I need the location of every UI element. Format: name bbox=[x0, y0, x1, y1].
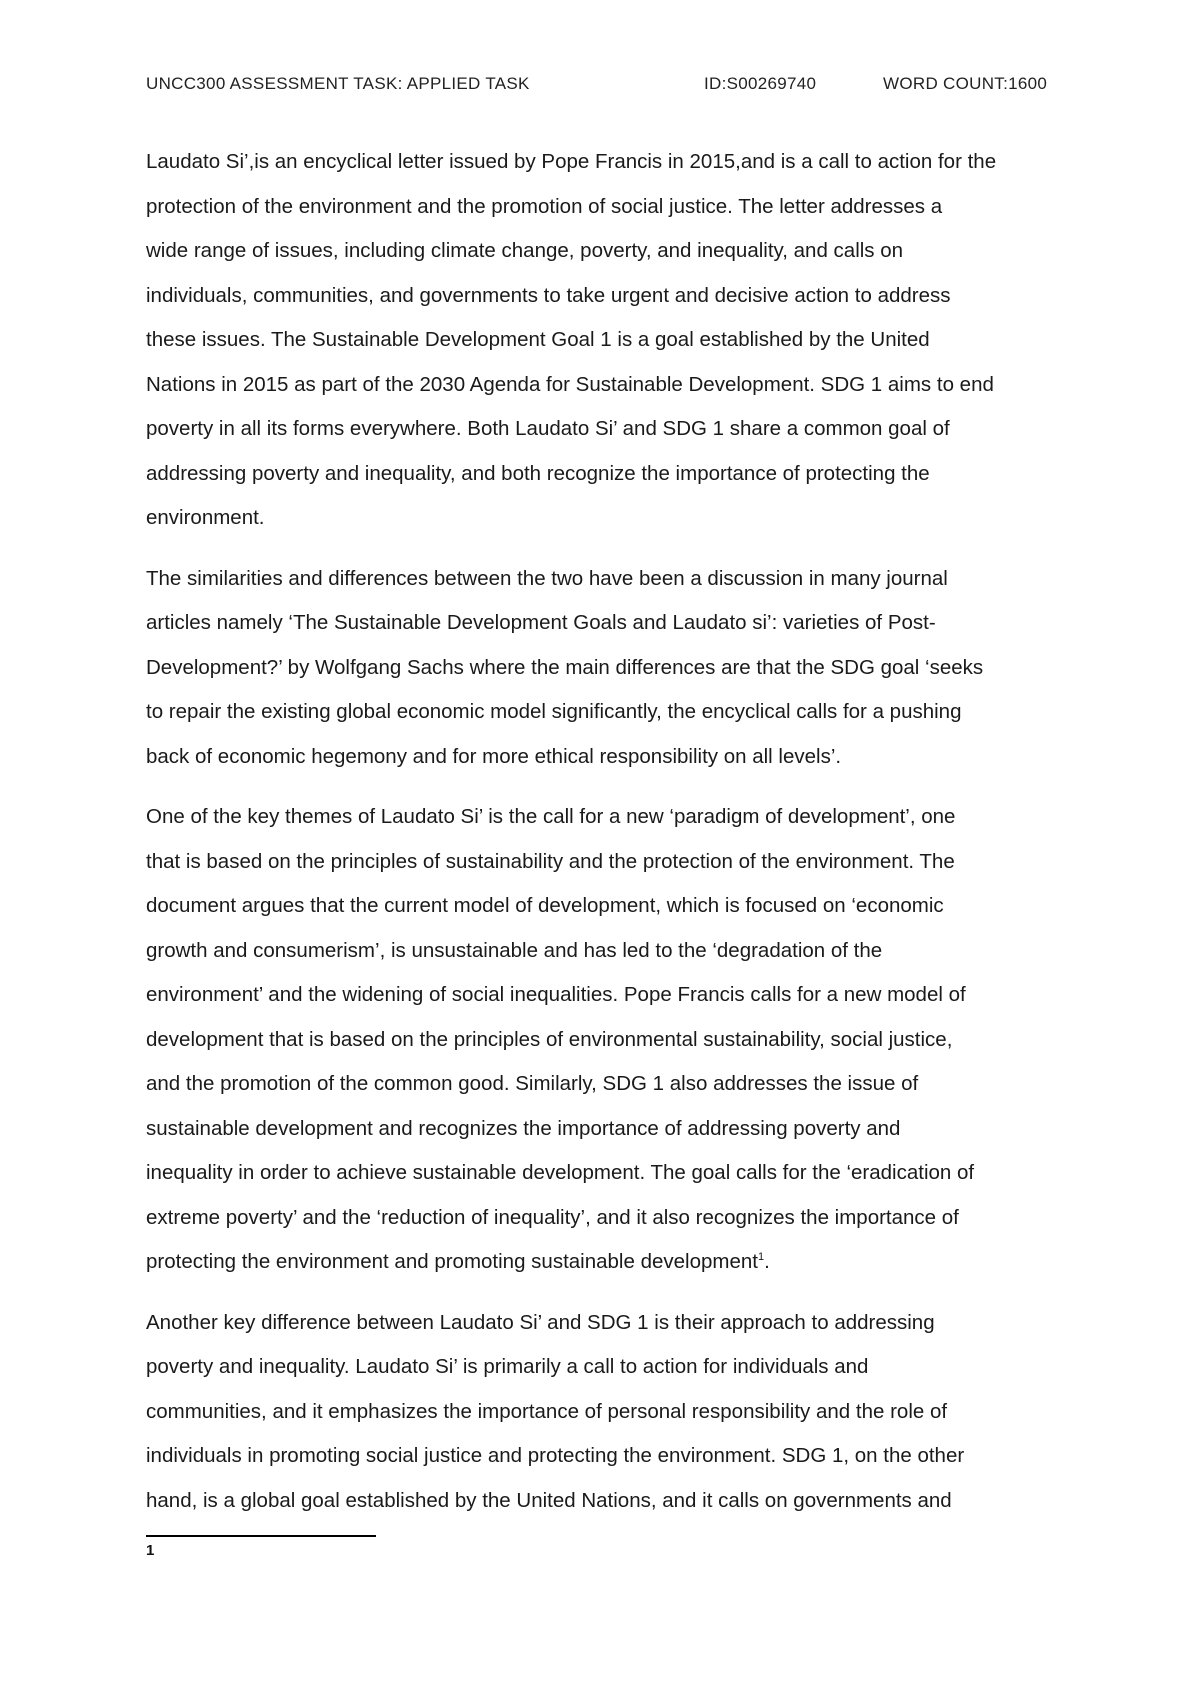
text-line: these issues. The Sustainable Development Goal 1 is a goal established by the United bbox=[146, 328, 930, 351]
footnote-reference[interactable]: 1 bbox=[757, 1251, 765, 1264]
text-line: that is based on the principles of sustainability and the protection of the environment. The bbox=[146, 849, 955, 873]
text-line: document argues that the current model of development, which is focused on ‘economic bbox=[146, 894, 944, 917]
text-line: development that is based on the principles of environmental sustainability, social justice, bbox=[146, 1027, 953, 1051]
text-line: back of economic hegemony and for more ethical responsibility on all levels’. bbox=[146, 744, 842, 768]
text-line: protection of the environment and the promotion of social justice. The letter addresses a bbox=[146, 194, 943, 218]
text-line: to repair the existing global economic model significantly, the encyclical calls for a pushing bbox=[146, 700, 962, 723]
footnote-separator bbox=[146, 1535, 376, 1537]
line-punctuation: . bbox=[764, 1250, 770, 1273]
text-line: extreme poverty’ and the ‘reduction of inequality’, and it also recognizes the importance of bbox=[146, 1205, 959, 1229]
header-title: UNCC300 ASSESSMENT TASK: APPLIED TASK bbox=[146, 74, 530, 93]
text-line: environment’ and the widening of social inequalities. Pope Francis calls for a new model of bbox=[146, 983, 966, 1006]
paragraph-1 bbox=[146, 140, 1071, 541]
text-line: hand, is a global goal established by the United Nations, and it calls on governments and bbox=[146, 1488, 952, 1512]
text-line: One of the key themes of Laudato Si’ is the call for a new ‘paradigm of development’, one bbox=[146, 805, 956, 828]
text-line: growth and consumerism’, is unsustainable and has led to the ‘degradation of the bbox=[146, 938, 883, 962]
text-line: environment. bbox=[146, 506, 265, 529]
text-line: Nations in 2015 as part of the 2030 Agenda for Sustainable Development. SDG 1 aims to end bbox=[146, 372, 994, 396]
text-line: Laudato Si’,is an encyclical letter issued by Pope Francis in 2015,and is a call to action for the bbox=[146, 150, 997, 173]
text-line: articles namely ‘The Sustainable Development Goals and Laudato si’: varieties of Post- bbox=[146, 611, 936, 634]
text-line: inequality in order to achieve sustainable development. The goal calls for the ‘eradication of bbox=[146, 1161, 975, 1184]
page-header bbox=[146, 74, 1066, 98]
text-line: wide range of issues, including climate change, poverty, and inequality, and calls on bbox=[146, 239, 904, 262]
paragraph-2 bbox=[146, 557, 1071, 780]
paragraph-3 bbox=[146, 795, 1071, 1285]
text-line: sustainable development and recognizes the importance of addressing poverty and bbox=[146, 1116, 901, 1140]
text-line: addressing poverty and inequality, and both recognize the importance of protecting the bbox=[146, 461, 930, 485]
text-line: poverty in all its forms everywhere. Both Laudato Si’ and SDG 1 share a common goal of bbox=[146, 417, 950, 440]
text-line: individuals in promoting social justice and protecting the environment. SDG 1, on the other bbox=[146, 1444, 965, 1467]
text-line: communities, and it emphasizes the importance of personal responsibility and the role of bbox=[146, 1399, 948, 1423]
text-line: poverty and inequality. Laudato Si’ is primarily a call to action for individuals and bbox=[146, 1355, 869, 1378]
text-line bbox=[146, 1240, 1071, 1285]
text-line: and the promotion of the common good. Similarly, SDG 1 also addresses the issue of bbox=[146, 1072, 919, 1095]
header-student-id: ID:S00269740 bbox=[704, 74, 817, 93]
text-line: individuals, communities, and governments to take urgent and decisive action to address bbox=[146, 283, 951, 307]
paragraph-4 bbox=[146, 1301, 1071, 1524]
header-word-count: WORD COUNT:1600 bbox=[883, 74, 1048, 93]
text-line-content: protecting the environment and promoting sustainable development bbox=[146, 1250, 758, 1273]
document-body bbox=[146, 140, 1071, 1539]
text-line: Another key difference between Laudato Si’ and SDG 1 is their approach to addressing bbox=[146, 1310, 935, 1334]
text-line: Development?’ by Wolfgang Sachs where the main differences are that the SDG goal ‘seeks bbox=[146, 655, 984, 679]
text-line: The similarities and differences between the two have been a discussion in many journal bbox=[146, 566, 948, 590]
footnote-marker: 1 bbox=[146, 1542, 155, 1559]
